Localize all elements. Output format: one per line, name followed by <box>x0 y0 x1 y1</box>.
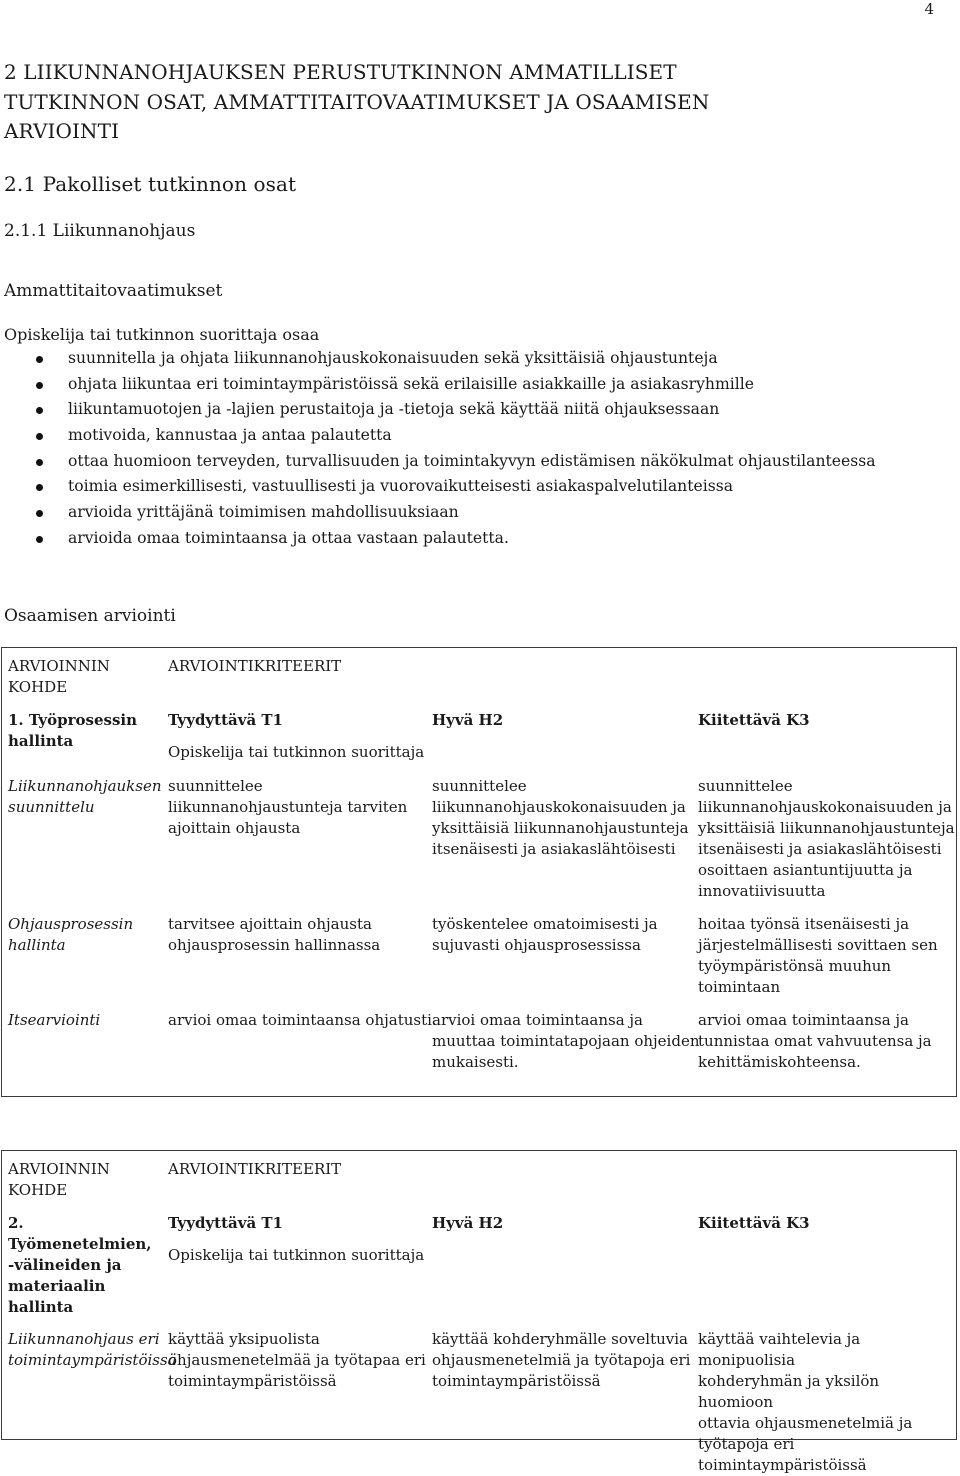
bullet-icon <box>36 484 43 491</box>
list-item: toimia esimerkillisesti, vastuullisesti ja vuorovaikutteisesti asiakaspalvelutilanteissa <box>0 474 876 500</box>
row-label: Itsearviointi <box>8 1011 101 1029</box>
subsection-heading: 2.1 Pakolliset tutkinnon osat <box>4 172 297 196</box>
assessment-target: 2. Työmenetelmien, -välineiden ja materiaalin hallinta <box>8 1214 152 1316</box>
criteria-k3: käyttää vaihtelevia ja monipuolisia kohderyhmän ja yksilön huomioon ottavia ohjausmenetelmiä ja työtapoja eri toimintaympäristöissä <box>698 1330 913 1474</box>
col-header-target: ARVIOINNIN KOHDE <box>8 657 110 696</box>
bullet-icon <box>36 407 43 414</box>
list-item: liikuntamuotojen ja -lajien perustaitoja ja -tietoja sekä käyttää niitä ohjauksessaan <box>0 397 876 423</box>
criteria-h2: työskentelee omatoimisesti ja sujuvasti ohjausprosessissa <box>432 915 658 954</box>
requirements-list <box>0 346 876 552</box>
requirements-intro: Opiskelija tai tutkinnon suorittaja osaa <box>4 325 320 344</box>
criteria-k3: arvioi omaa toimintaansa ja tunnistaa omat vahvuutensa ja kehittämiskohteensa. <box>698 1011 932 1071</box>
level-t1-header: Tyydyttävä T1 <box>168 1214 283 1232</box>
criteria-k3: suunnittelee liikunnanohjauskokonaisuuden ja yksittäisiä liikunnanohjaustunteja itsenäisesti ja asiakaslähtöisesti osoittaen asiantuntijuutta ja innovatiivisuutta <box>698 777 955 900</box>
requirements-heading: Ammattitaitovaatimukset <box>4 281 223 301</box>
page-number: 4 <box>924 0 934 18</box>
assessment-table-1 <box>1 647 957 1097</box>
row-label: Ohjausprosessin hallinta <box>8 915 134 954</box>
section-heading-line-2: TUTKINNON OSAT, AMMATTITAITOVAATIMUKSET JA OSAAMISEN <box>4 90 710 114</box>
level-k3-header: Kiitettävä K3 <box>698 711 810 729</box>
level-h2-header: Hyvä H2 <box>432 711 504 729</box>
assessment-target: 1. Työprosessin hallinta <box>8 711 137 750</box>
list-item: arvioida omaa toimintaansa ja ottaa vastaan palautetta. <box>0 526 876 552</box>
row-label: Liikunnanohjauksen suunnittelu <box>8 777 162 816</box>
bullet-icon <box>36 536 43 543</box>
criteria-h2: käyttää kohderyhmälle soveltuvia ohjausmenetelmiä ja työtapoja eri toimintaympäristöissä <box>432 1330 691 1390</box>
criteria-t1: suunnittelee liikunnanohjaustunteja tarviten ajoittain ohjausta <box>168 777 408 837</box>
criteria-h2: suunnittelee liikunnanohjauskokonaisuuden ja yksittäisiä liikunnanohjaustunteja itsenäisesti ja asiakaslähtöisesti <box>432 777 689 858</box>
criteria-t1: arvioi omaa toimintaansa ohjatusti. <box>168 1011 437 1029</box>
level-h2-header: Hyvä H2 <box>432 1214 504 1232</box>
section-heading-line-3: ARVIOINTI <box>4 119 120 143</box>
list-item: ottaa huomioon terveyden, turvallisuuden ja toimintakyvyn edistämisen näkökulmat ohjaustilanteessa <box>0 449 876 475</box>
section-heading-line-1: 2 LIIKUNNANOHJAUKSEN PERUSTUTKINNON AMMATILLISET <box>4 60 677 84</box>
row-label: Liikunnanohjaus eri toimintaympäristöissä <box>8 1330 177 1369</box>
level-t1-header: Tyydyttävä T1 <box>168 711 283 729</box>
bullet-icon <box>36 510 43 517</box>
criteria-h2: arvioi omaa toimintaansa ja muuttaa toimintatapojaan ohjeiden mukaisesti. <box>432 1011 700 1071</box>
col-header-criteria: ARVIOINTIKRITEERIT <box>168 1160 342 1178</box>
criteria-t1: käyttää yksipuolista ohjausmenetelmää ja työtapaa eri toimintaympäristöissä <box>168 1330 426 1390</box>
list-item: motivoida, kannustaa ja antaa palautetta <box>0 423 876 449</box>
criteria-t1: tarvitsee ajoittain ohjausta ohjausprosessin hallinnassa <box>168 915 381 954</box>
performer-label: Opiskelija tai tutkinnon suorittaja <box>168 743 425 761</box>
list-item: arvioida yrittäjänä toimimisen mahdollisuuksiaan <box>0 500 876 526</box>
level-k3-header: Kiitettävä K3 <box>698 1214 810 1232</box>
list-item: ohjata liikuntaa eri toimintaympäristöissä sekä erilaisille asiakkaille ja asiakasryhmille <box>0 372 876 398</box>
performer-label: Opiskelija tai tutkinnon suorittaja <box>168 1246 425 1264</box>
assessment-heading: Osaamisen arviointi <box>4 606 176 626</box>
bullet-icon <box>36 356 43 363</box>
bullet-icon <box>36 433 43 440</box>
subsubsection-heading: 2.1.1 Liikunnanohjaus <box>4 221 196 241</box>
list-item: suunnitella ja ohjata liikunnanohjauskokonaisuuden sekä yksittäisiä ohjaustunteja <box>0 346 876 372</box>
bullet-icon <box>36 459 43 466</box>
col-header-target: ARVIOINNIN KOHDE <box>8 1160 110 1199</box>
criteria-k3: hoitaa työnsä itsenäisesti ja järjestelmällisesti sovittaen sen työympäristönsä muuhun toimintaan <box>698 915 938 996</box>
bullet-icon <box>36 382 43 389</box>
col-header-criteria: ARVIOINTIKRITEERIT <box>168 657 342 675</box>
assessment-table-2 <box>1 1150 957 1474</box>
